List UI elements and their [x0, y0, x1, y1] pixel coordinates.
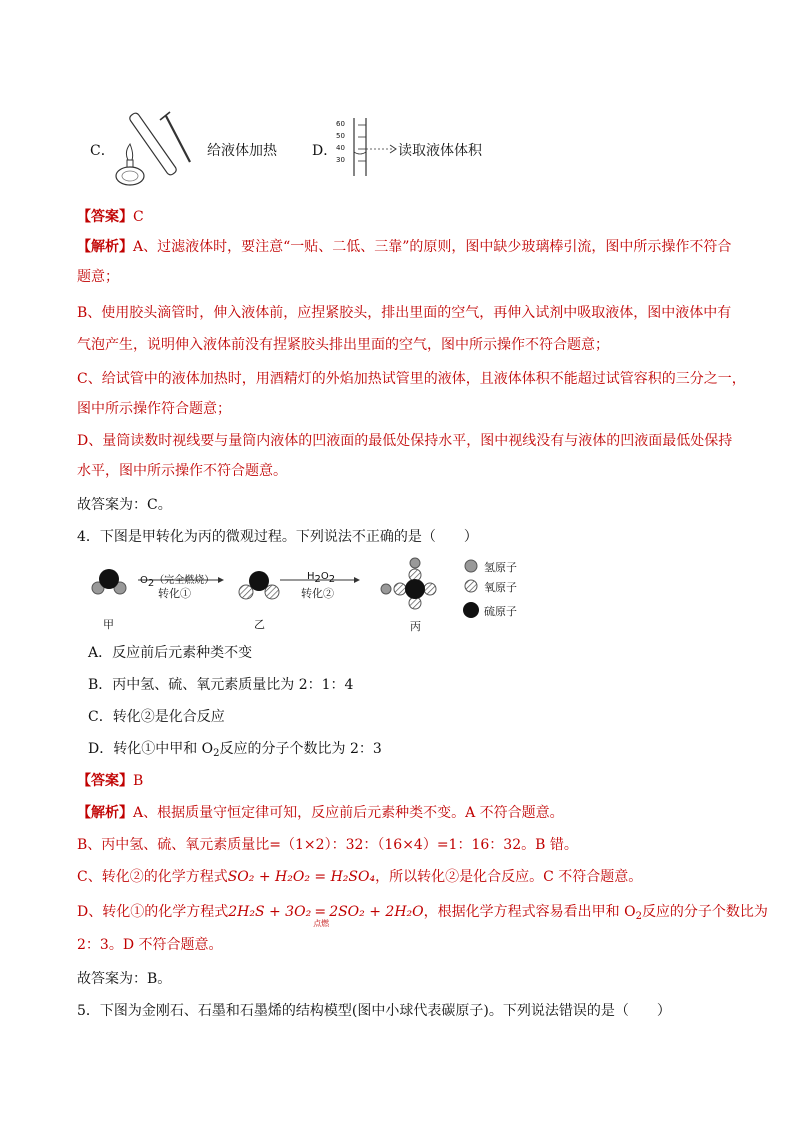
legend-hydrogen: 氢原子	[484, 561, 517, 574]
q4-option-d: D．转化①中甲和 $O_2$反应的分子个数比为 2：3	[88, 741, 382, 759]
q4-option-b: B．丙中氢、硫、氧元素质量比为 2：1：4	[88, 677, 354, 693]
q4-option-a: A．反应前后元素种类不变	[88, 645, 253, 661]
q4-analysis-line-d2: 2：3。D 不符合题意。	[77, 937, 223, 953]
answer-tag: 【答案】	[77, 773, 133, 789]
label-jia: 甲	[103, 618, 114, 631]
analysis-tag: 【解析】	[77, 805, 133, 821]
arrow1-bottom-label: 转化①	[158, 587, 191, 600]
equation-d-left: 2H₂S + 3O₂	[228, 904, 312, 920]
q3-analysis-line-4: 气泡产生，说明伸入液体前没有捏紧胶头排出里面的空气，图中所示操作不符合题意；	[77, 337, 609, 353]
option-c-label: C．	[90, 143, 115, 159]
q4-answer: B	[133, 773, 144, 789]
q3-analysis-line-3: B、使用胶头滴管时，伸入液体前，应捏紧胶头，排出里面的空气，再伸入试剂中吸取液体，图中液体中有	[77, 305, 732, 321]
option-c-text: 给液体加热	[207, 143, 277, 159]
analysis-tag: 【解析】	[77, 239, 133, 255]
heating-test-tube-figure	[110, 104, 205, 190]
q3-analysis-line-6: 图中所示操作符合题意；	[77, 401, 231, 417]
q3-answer: C	[133, 209, 144, 225]
q3-analysis-line-2: 题意；	[77, 269, 119, 285]
q3-analysis-line-5: C、给试管中的液体加热时，用酒精灯的外焰加热试管里的液体，且液体体积不能超过试管容积的三分之一，	[77, 371, 746, 387]
q3-conclusion: 故答案为：C。	[77, 497, 172, 513]
q4-analysis-line-c: C、转化②的化学方程式SO₂ + H₂O₂ = H₂SO₄，所以转化②是化合反应。C 不符合题意。	[77, 869, 643, 885]
q3-analysis-line-7: D、量筒读数时视线要与量筒内液体的凹液面的最低处保持水平，图中视线没有与液体的凹液面最低处保持	[77, 433, 733, 449]
q4-conclusion: 故答案为：B。	[77, 971, 172, 987]
tick-50: 50	[336, 132, 345, 140]
label-yi: 乙	[254, 618, 265, 631]
equation-d-right: 2SO₂ + 2H₂O	[329, 904, 424, 920]
q5-stem: 5．下图为金刚石、石墨和石墨烯的结构模型(图中小球代表碳原子)。下列说法错误的是（ ）	[77, 1003, 671, 1019]
q4-analysis-line-d: D、转化①的化学方程式2H₂S + 3O₂ = 点燃 2SO₂ + 2H₂O，根据化学方程式容易看出甲和 $O_2$反应的分子个数比为	[77, 904, 768, 928]
q4-option-c: C．转化②是化合反应	[88, 709, 225, 725]
q4-analysis-line-a: 【解析】A、根据质量守恒定律可知，反应前后元素种类不变。A 不符合题意。	[77, 805, 564, 821]
label-bing: 丙	[410, 620, 421, 633]
arrow1-top-label: O2（完全燃烧）	[140, 575, 215, 589]
tick-60: 60	[336, 120, 345, 128]
equation-d-sign: = 点燃	[313, 904, 330, 928]
arrow2-bottom-label: 转化②	[301, 587, 334, 600]
arrow2-top-label: H2O2	[307, 571, 336, 585]
equation-c: SO₂ + H₂O₂ = H₂SO₄	[227, 869, 376, 885]
tick-30: 30	[336, 156, 345, 164]
tick-40: 40	[336, 144, 345, 152]
q4-analysis-line-b: B、丙中氢、硫、氧元素质量比=（1×2）：32：（16×4）=1：16：32。B 错。	[77, 837, 578, 853]
answer-tag: 【答案】	[77, 209, 133, 225]
option-d-label: D．	[312, 143, 338, 159]
cylinder-tick-labels	[336, 118, 350, 166]
option-d-text: 读取液体体积	[398, 143, 482, 159]
q3-answer-line	[77, 208, 727, 226]
legend-oxygen: 氧原子	[484, 581, 517, 594]
q3-analysis-line-8: 水平，图中所示操作不符合题意。	[77, 463, 287, 479]
q3-analysis-line-1: 【解析】A、过滤液体时，要注意“一贴、二低、三靠”的原则，图中缺少玻璃棒引流，图中所示操作不符合	[77, 239, 732, 255]
legend-sulfur: 硫原子	[484, 605, 517, 618]
q4-stem: 4．下图是甲转化为丙的微观过程。下列说法不正确的是（ ）	[77, 529, 478, 545]
q4-answer-line	[77, 772, 727, 790]
